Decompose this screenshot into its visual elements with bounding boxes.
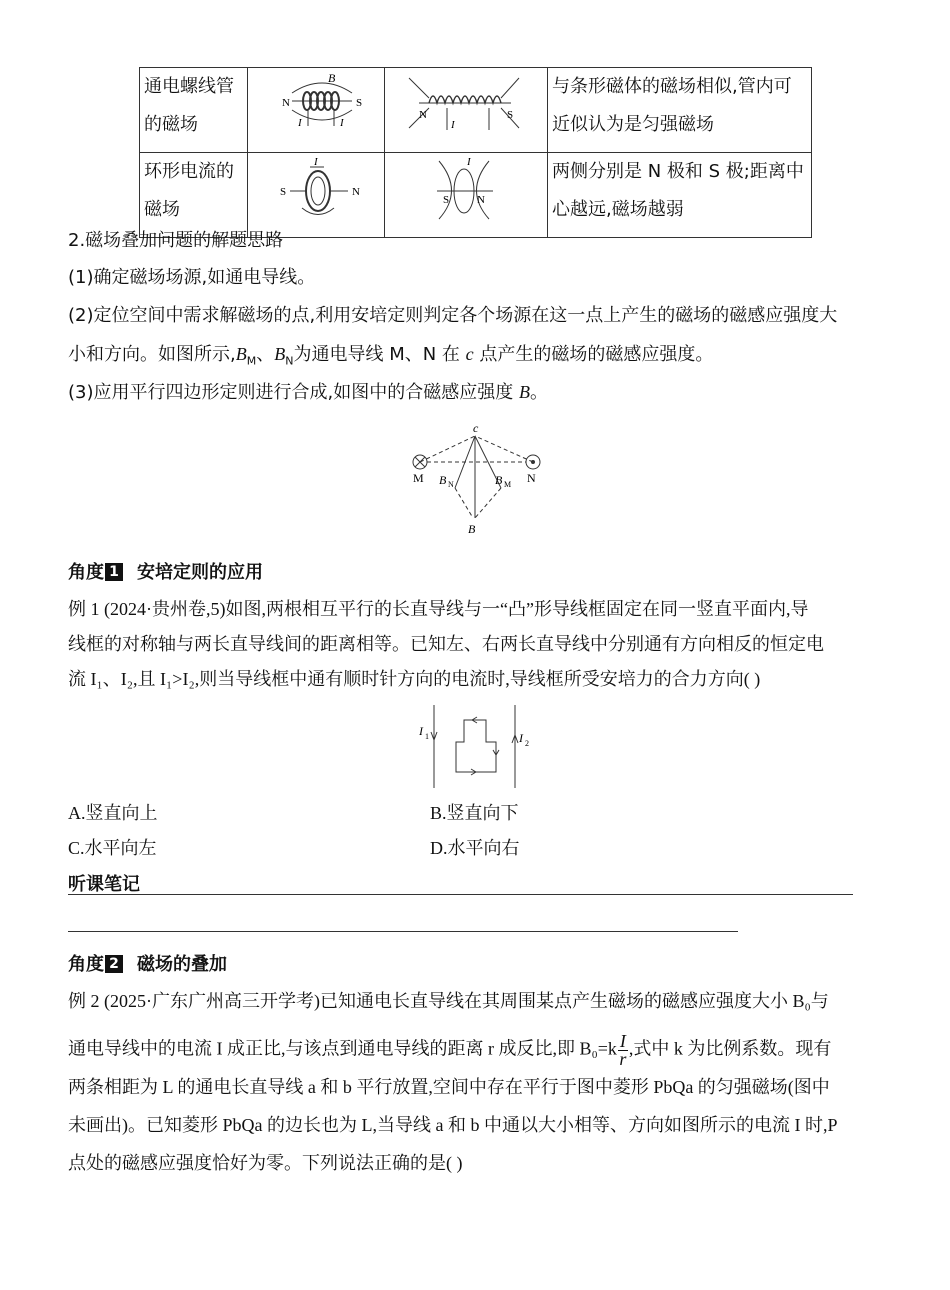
- svg-text:I: I: [314, 156, 318, 168]
- svg-text:2: 2: [525, 739, 529, 748]
- notes-line-2[interactable]: [68, 931, 738, 932]
- example-1-line-1: 例 1 (2024·贵州卷,5)如图,两根相互平行的长直导线与一“凸”形导线框固定在同一竖直平面内,导: [68, 599, 809, 619]
- bn-subscript: N: [448, 480, 454, 489]
- row-name-line: 通电螺线管: [144, 76, 234, 97]
- svg-text:N: N: [419, 109, 427, 121]
- example-2-line-4: 未画出)。已知菱形 PbQa 的边长也为 L,当导线 a 和 b 中通以大小相等、方向如图所示的电流 I 时,P: [68, 1115, 838, 1135]
- point-c-label: c: [473, 421, 479, 435]
- convex-frame: [456, 720, 496, 772]
- step-2-line-2: 小和方向。如图所示$,B_M$、$B_N$为通电导线 M、N 在 c 点产生的磁场的磁感应强度。: [68, 344, 714, 368]
- text-span: ,式中 k 为比例系数。现有: [628, 1038, 832, 1059]
- option-d[interactable]: D.水平向右: [430, 838, 520, 858]
- ring-current-field-lines-icon: [389, 153, 543, 223]
- row-name: [140, 153, 248, 238]
- svg-text:B: B: [495, 473, 503, 487]
- fraction-denominator: r: [619, 1049, 627, 1069]
- example-2-line-1: 例 2 (2025·广东广州高三开学考)已知通电长直导线在其周围某点产生磁场的磁感应强度大小 B₀与: [68, 991, 829, 1011]
- row-desc-line: 心越远,磁场越弱: [552, 199, 684, 220]
- step-2-line-1: (2)定位空间中需求解磁场的点,利用安培定则判定各个场源在这一点上产生的磁场的磁感应强度大: [68, 305, 838, 326]
- wire-m-label: M: [413, 471, 424, 485]
- row-description: [548, 153, 812, 238]
- step-3: (3)应用平行四边形定则进行合成,如图中的合磁感应强度 B。: [68, 382, 548, 403]
- angle-title: 磁场的叠加: [137, 954, 227, 975]
- angle-title: 安培定则的应用: [137, 562, 263, 583]
- svg-text:N: N: [477, 194, 485, 206]
- option-a[interactable]: A.竖直向上: [68, 803, 158, 823]
- row-desc-line: 两侧分别是 N 极和 S 极;距离中: [552, 161, 804, 182]
- solenoid-2d-figure: [385, 68, 548, 153]
- table-row: [140, 68, 812, 153]
- example-1-line-2: 线框的对称轴与两长直导线间的距离相等。已知左、右两长直导线中分别通有方向相反的恒定电: [68, 634, 824, 654]
- bm-subscript: M: [504, 480, 512, 489]
- row-name-line: 的磁场: [144, 114, 198, 135]
- step-1: (1)确定磁场场源,如通电导线。: [68, 267, 316, 288]
- solenoid-3d-figure: [248, 68, 385, 153]
- fraction-numerator: I: [619, 1031, 626, 1051]
- example-1-line-3: 流 I₁、I₂,且 I₁>I₂,则当导线框中通有顺时针方向的电流时,导线框所受安培力的合力方向( ): [68, 669, 761, 689]
- svg-text:S: S: [356, 97, 363, 109]
- section-title: 2.磁场叠加问题的解题思路: [68, 230, 284, 251]
- svg-text:I: I: [467, 156, 471, 168]
- angle-2-heading: [68, 952, 227, 978]
- fraction: [618, 1033, 628, 1068]
- svg-text:B: B: [328, 71, 336, 85]
- angle-prefix: 角度: [68, 954, 104, 975]
- angle-number-badge: 1: [105, 563, 123, 581]
- text-span: (3)应用平行四边形定则进行合成,如图中的合磁感应强度: [68, 382, 514, 403]
- row-desc-line: 近似认为是匀强磁场: [552, 114, 714, 135]
- text-span: 小和方向。如图所示,: [68, 344, 236, 365]
- angle-prefix: 角度: [68, 562, 104, 583]
- svg-text:S: S: [280, 186, 287, 198]
- option-b[interactable]: B.竖直向下: [430, 803, 519, 823]
- field-superposition-figure: [405, 420, 555, 540]
- resultant-b-label: B: [468, 522, 476, 536]
- row-name-line: 环形电流的: [144, 161, 234, 182]
- solenoid-3d-icon: [252, 68, 380, 138]
- svg-text:S: S: [507, 109, 514, 121]
- svg-text:B: B: [439, 473, 447, 487]
- table-row: [140, 153, 812, 238]
- example-2-line-3: 两条相距为 L 的通电长直导线 a 和 b 平行放置,空间中存在平行于图中菱形 PbQa 的匀强磁场(图中: [68, 1077, 830, 1097]
- text-span: 为通电导线 M、N 在: [293, 344, 460, 365]
- angle-number-badge: 2: [105, 955, 123, 973]
- row-name: [140, 68, 248, 153]
- current-i2-label: I: [519, 731, 523, 745]
- svg-text:I: I: [451, 119, 455, 131]
- ring-current-2d-figure: [385, 153, 548, 238]
- svg-text:S: S: [443, 194, 450, 206]
- svg-text:I: I: [298, 117, 302, 129]
- wire-n-label: N: [527, 471, 536, 485]
- wire-frame-figure: [412, 700, 542, 792]
- example-2-line-2: [68, 1033, 831, 1068]
- notes-line-1[interactable]: [68, 894, 853, 895]
- svg-text:N: N: [282, 97, 290, 109]
- notes-label: 听课笔记: [68, 874, 140, 895]
- row-name-line: 磁场: [144, 199, 180, 220]
- current-i1-label: I: [419, 724, 423, 738]
- row-description: [548, 68, 812, 153]
- option-c[interactable]: C.水平向左: [68, 838, 157, 858]
- angle-1-heading: [68, 560, 263, 586]
- row-desc-line: 与条形磁体的磁场相似,管内可: [552, 76, 792, 97]
- ring-current-3d-icon: [252, 153, 380, 223]
- ring-current-3d-figure: [248, 153, 385, 238]
- solenoid-field-lines-icon: [389, 68, 543, 138]
- svg-text:I: I: [340, 117, 344, 129]
- text-span: 点产生的磁场的磁感应强度。: [479, 344, 714, 365]
- example-2-line-5: 点处的磁感应强度恰好为零。下列说法正确的是( ): [68, 1153, 463, 1173]
- svg-text:N: N: [352, 186, 360, 198]
- svg-text:1: 1: [425, 732, 429, 741]
- text-span: 通电导线中的电流 I 成正比,与该点到通电导线的距离 r 成反比,即 B₀=k: [68, 1038, 617, 1059]
- magnetic-field-table: [139, 67, 812, 238]
